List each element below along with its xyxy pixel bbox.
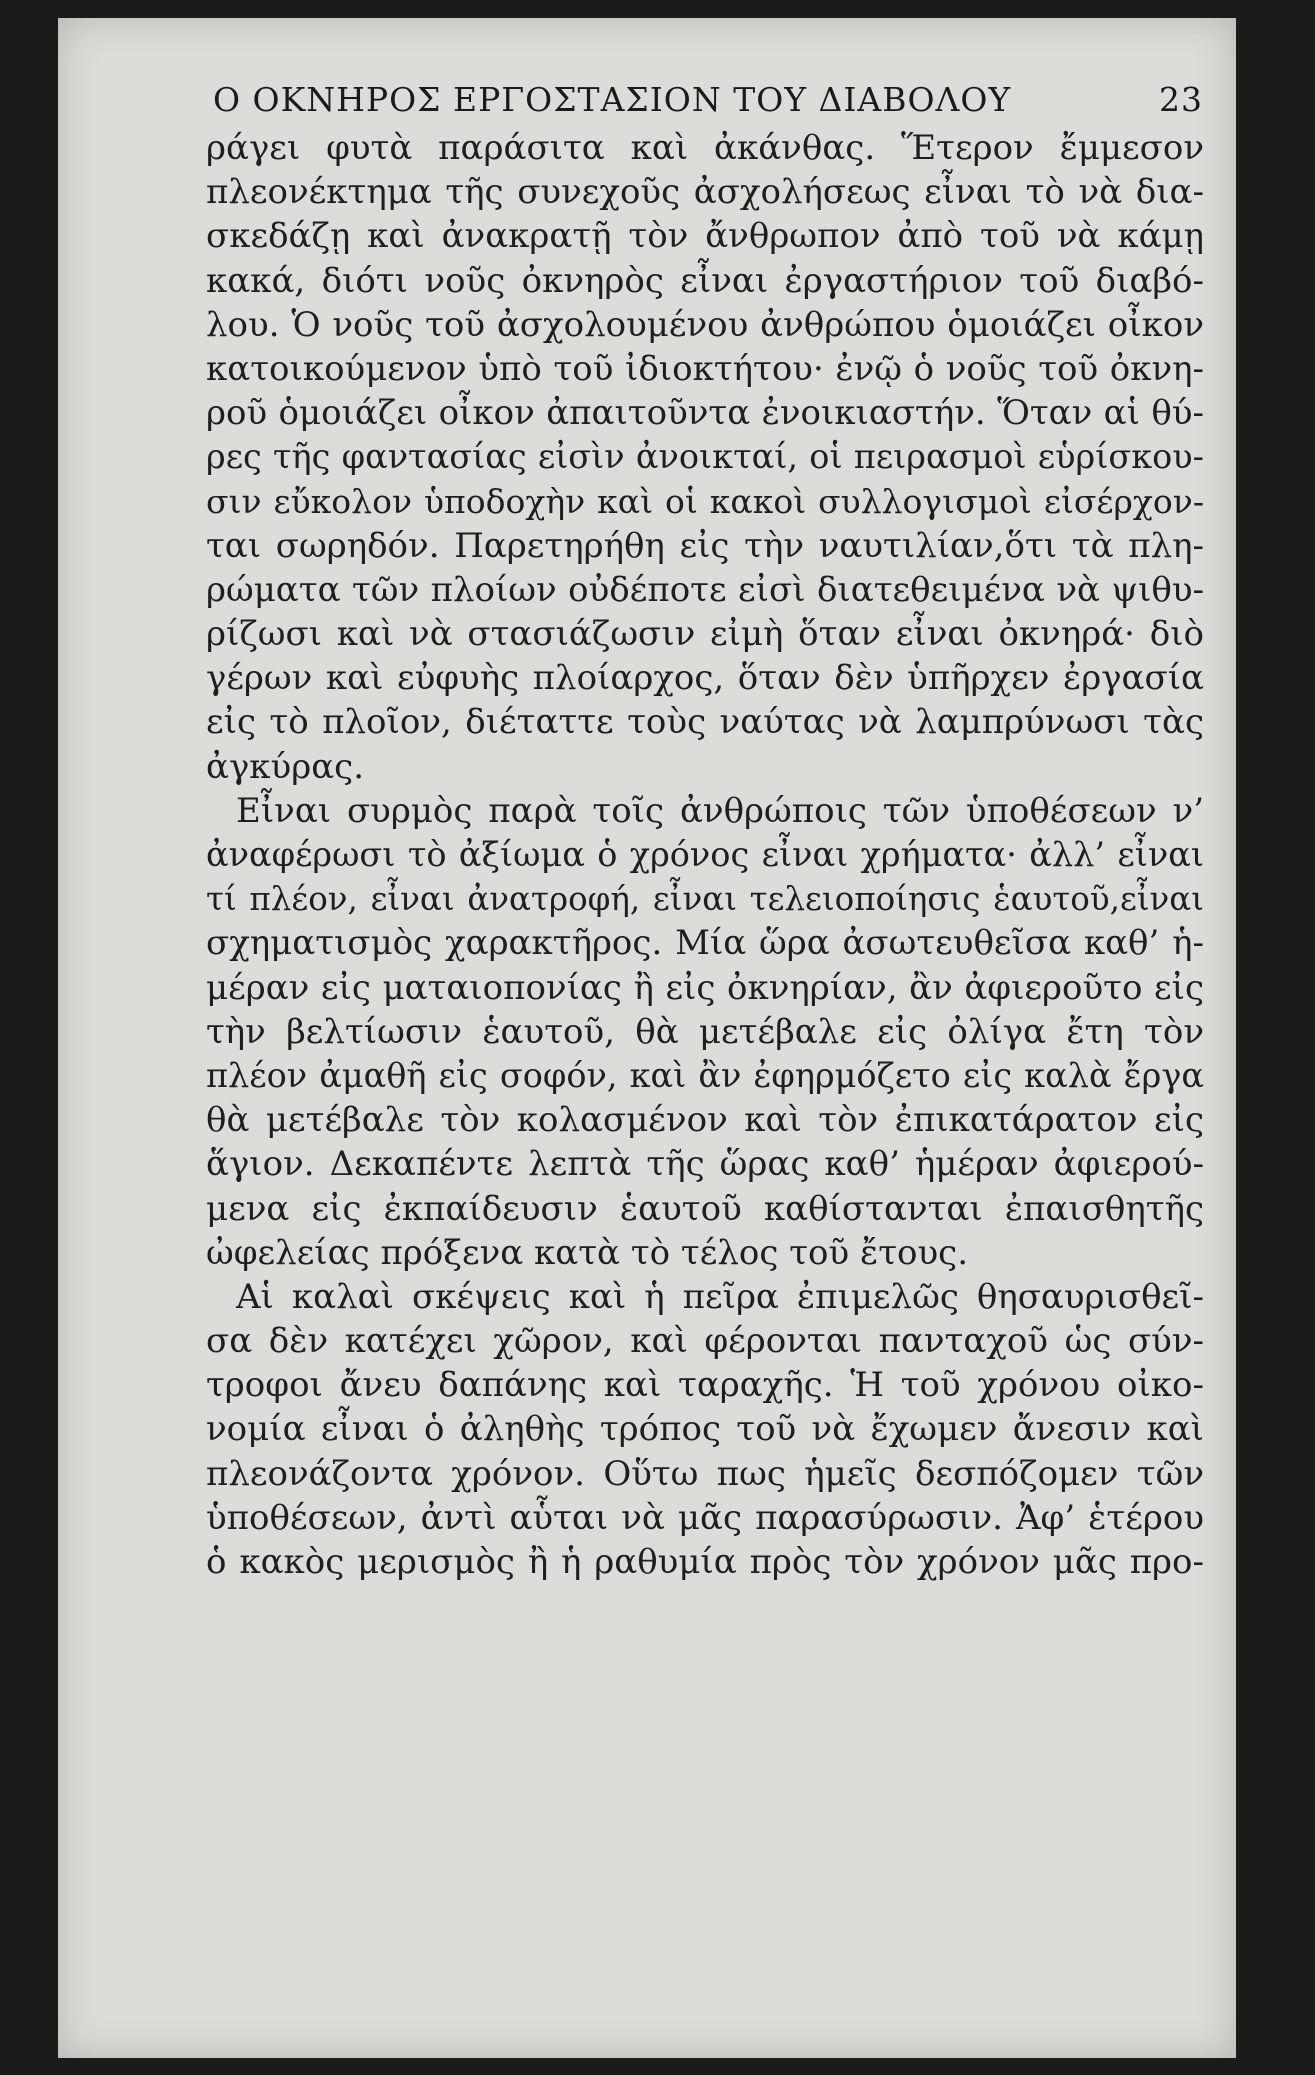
page-number: 23 — [1159, 80, 1203, 119]
text-line: ται σωρηδόν. Παρετηρήθη εἰς τὴν ναυτιλίαν,ὅτι τὰ πλη- — [206, 525, 1204, 566]
text-line: ὠφελείας πρόξενα κατὰ τὸ τέλος τοῦ ἔτους. — [206, 1232, 968, 1273]
text-line: τὴν βελτίωσιν ἑαυτοῦ, θὰ μετέβαλε εἰς ὀλίγα ἔτη τὸν — [206, 1011, 1204, 1052]
book-page — [58, 18, 1236, 2058]
text-line: σκεδάζῃ καὶ ἀνακρατῇ τὸν ἄνθρωπον ἀπὸ τοῦ νὰ κάμῃ — [206, 216, 1204, 257]
text-line: ὑποθέσεων, ἀντὶ αὗται νὰ μᾶς παρασύρωσιν. Ἀφ’ ἑτέρου — [206, 1497, 1204, 1538]
text-line: πλεονέκτημα τῆς συνεχοῦς ἀσχολήσεως εἶναι τὸ νὰ δια- — [206, 172, 1204, 213]
text-line: ρες τῆς φαντασίας εἰσὶν ἀνοικταί, οἱ πειρασμοὶ εὑρίσκου- — [206, 437, 1204, 477]
text-line: ἀγκύρας. — [206, 746, 364, 787]
text-line: σα δὲν κατέχει χῶρον, καὶ φέρονται πανταχοῦ ὡς σύν- — [206, 1321, 1204, 1362]
text-line: τροφοι ἄνευ δαπάνης καὶ ταραχῆς. Ἡ τοῦ χρόνου οἰκο- — [206, 1365, 1204, 1406]
text-line: ράγει φυτὰ παράσιτα καὶ ἀκάνθας. Ἕτερον ἔμμεσον — [206, 128, 1204, 168]
text-line: ἅγιον. Δεκαπέντε λεπτὰ τῆς ὥρας καθ’ ἡμέραν ἀφιερού- — [206, 1144, 1204, 1185]
running-header — [213, 80, 1203, 119]
text-line: νομία εἶναι ὁ ἀληθὴς τρόπος τοῦ νὰ ἔχωμεν ἄνεσιν καὶ — [206, 1409, 1204, 1450]
text-line: λου. Ὁ νοῦς τοῦ ἀσχολουμένου ἀνθρώπου ὁμοιάζει οἶκον — [206, 304, 1204, 345]
text-line: Αἱ καλαὶ σκέψεις καὶ ἡ πεῖρα ἐπιμελῶς θησαυρισθεῖ- — [236, 1276, 1204, 1317]
text-line: κακά, διότι νοῦς ὀκνηρὸς εἶναι ἐργαστήριον τοῦ διαβό- — [206, 260, 1204, 301]
text-line: γέρων καὶ εὐφυὴς πλοίαρχος, ὅταν δὲν ὑπῆρχεν ἐργασία — [206, 658, 1204, 699]
text-line: μέραν εἰς ματαιοπονίας ἢ εἰς ὀκνηρίαν, ἂν ἀφιεροῦτο εἰς — [206, 967, 1204, 1008]
text-line: ἀναφέρωσι τὸ ἀξίωμα ὁ χρόνος εἶναι χρήματα· ἀλλ’ εἶναι — [206, 835, 1204, 874]
text-line: μενα εἰς ἐκπαίδευσιν ἑαυτοῦ καθίστανται ἐπαισθητῆς — [206, 1188, 1204, 1229]
body-text — [206, 126, 1204, 1584]
text-line: εἰς τὸ πλοῖον, διέταττε τοὺς ναύτας νὰ λαμπρύνωσι τὰς — [206, 702, 1204, 743]
text-line: ρίζωσι καὶ νὰ στασιάζωσιν εἰμὴ ὅταν εἶναι ὀκνηρά· διὸ — [206, 614, 1204, 655]
text-line: τί πλέον, εἶναι ἀνατροφή, εἶναι τελειοποίησις ἑαυτοῦ,εἶναι — [206, 880, 1204, 919]
text-line: κατοικούμενον ὑπὸ τοῦ ἰδιοκτήτου· ἐνῷ ὁ νοῦς τοῦ ὀκνη- — [206, 348, 1204, 389]
text-line: σιν εὔκολον ὑποδοχὴν καὶ οἱ κακοὶ συλλογισμοὶ εἰσέρχον- — [206, 481, 1204, 521]
text-line: Εἶναι συρμὸς παρὰ τοῖς ἀνθρώποις τῶν ὑποθέσεων ν’ — [236, 790, 1204, 831]
text-line: ὁ κακὸς μερισμὸς ἢ ἡ ραθυμία πρὸς τὸν χρόνον μᾶς προ- — [206, 1542, 1204, 1582]
text-line: πλέον ἀμαθῆ εἰς σοφόν, καὶ ἂν ἐφηρμόζετο εἰς καλὰ ἔργα — [206, 1055, 1204, 1095]
text-line: σχηματισμὸς χαρακτῆρος. Μία ὥρα ἀσωτευθεῖσα καθ’ ἡ- — [206, 923, 1204, 964]
running-title: Ο ΟΚΝΗΡΟΣ ΕΡΓΟΣΤΑΣΙΟΝ ΤΟΥ ΔΙΑΒΟΛΟΥ — [213, 80, 1012, 119]
text-line: ρώματα τῶν πλοίων οὐδέποτε εἰσὶ διατεθειμένα νὰ ψιθυ- — [206, 569, 1204, 610]
text-line: πλεονάζοντα χρόνον. Οὕτω πως ἡμεῖς δεσπόζομεν τῶν — [206, 1453, 1204, 1494]
text-line: θὰ μετέβαλε τὸν κολασμένον καὶ τὸν ἐπικατάρατον εἰς — [206, 1100, 1204, 1141]
text-line: ροῦ ὁμοιάζει οἶκον ἀπαιτοῦντα ἐνοικιαστήν. Ὅταν αἱ θύ- — [206, 393, 1204, 434]
